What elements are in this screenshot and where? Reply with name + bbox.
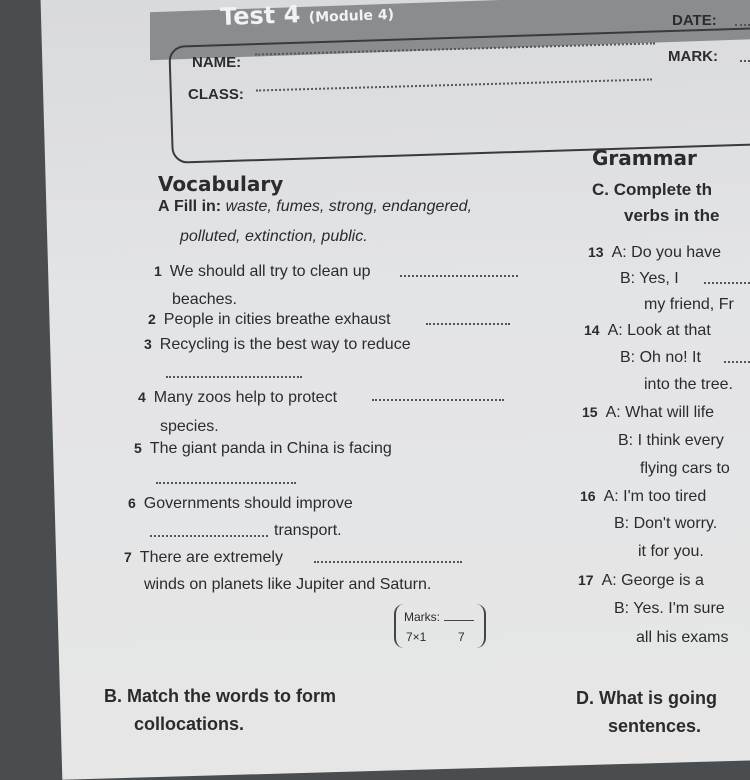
section-c-line2: verbs in the	[624, 206, 720, 225]
item-text: We should all try to clean up	[169, 263, 371, 280]
section-a-words-1: waste, fumes, strong, endangered,	[225, 198, 472, 215]
blank-1[interactable]	[400, 275, 518, 277]
blank-13[interactable]	[704, 282, 750, 284]
item-line-a: A: Do you have	[611, 244, 721, 261]
vocab-item-1-cont: beaches.	[172, 291, 237, 308]
blank-3[interactable]	[166, 376, 302, 378]
vocab-item-1	[154, 263, 371, 281]
item-number: 14	[584, 322, 600, 338]
section-a-words-2: polluted, extinction, public.	[180, 228, 368, 245]
grammar-item-15	[582, 404, 714, 422]
item-number: 17	[578, 572, 594, 588]
grammar-item-16	[580, 488, 706, 506]
blank-6[interactable]	[150, 535, 268, 537]
grammar-heading: Grammar	[592, 146, 697, 170]
grammar-item-16-c: it for you.	[638, 543, 704, 560]
item-line-a: A: I'm too tired	[603, 488, 707, 505]
marks-label: Marks:	[404, 610, 440, 624]
vocab-item-6-cont: transport.	[274, 522, 342, 539]
item-number: 1	[154, 263, 162, 279]
date-label: DATE:	[672, 12, 717, 29]
section-c-line1: Complete th	[613, 180, 712, 199]
grammar-item-17-c: all his exams	[636, 629, 729, 646]
grammar-item-17	[578, 572, 704, 590]
item-number: 15	[582, 404, 598, 420]
vocab-item-7	[124, 549, 283, 567]
section-d-letter: D.	[576, 688, 594, 708]
class-label: CLASS:	[188, 86, 244, 103]
item-text: There are extremely	[139, 549, 283, 566]
section-b-letter: B.	[104, 686, 122, 706]
grammar-item-14-b: B: Oh no! It	[620, 349, 701, 366]
section-c-letter: C.	[592, 180, 609, 199]
item-line-a: A: What will life	[605, 404, 715, 421]
section-a-letter: A	[158, 198, 170, 215]
blank-2[interactable]	[426, 323, 510, 325]
section-d-line1: What is going	[599, 688, 717, 708]
item-number: 7	[124, 549, 132, 565]
vocab-item-4	[138, 389, 337, 407]
grammar-item-15-b: B: I think every	[618, 432, 724, 449]
section-b-heading	[104, 686, 336, 707]
marks-total: 7	[458, 630, 465, 644]
item-number: 3	[144, 336, 152, 352]
grammar-item-17-b: B: Yes. I'm sure	[614, 600, 725, 617]
grammar-item-15-c: flying cars to	[640, 460, 730, 477]
mark-label: MARK:	[668, 48, 718, 65]
grammar-item-13-c: my friend, Fr	[644, 296, 734, 313]
vocab-item-4-cont: species.	[160, 418, 219, 435]
vocab-item-5	[134, 440, 392, 458]
grammar-item-16-b: B: Don't worry.	[614, 515, 718, 532]
name-label: NAME:	[192, 54, 242, 71]
item-text: Recycling is the best way to reduce	[159, 336, 411, 353]
item-number: 4	[138, 389, 146, 405]
item-number: 13	[588, 244, 604, 260]
item-number: 6	[128, 495, 136, 511]
vocab-item-7-cont: winds on planets like Jupiter and Saturn.	[144, 576, 432, 593]
item-text: Governments should improve	[143, 495, 353, 512]
title-text: Test 4	[219, 0, 301, 32]
vocab-item-2	[148, 311, 391, 329]
blank-7[interactable]	[314, 561, 462, 563]
vocab-item-6	[128, 495, 353, 513]
section-d-heading	[576, 688, 717, 709]
mark-line[interactable]	[740, 60, 750, 62]
marks-formula: 7×1	[406, 630, 427, 644]
section-b-line2: collocations.	[134, 714, 245, 734]
grammar-item-14	[584, 322, 711, 340]
blank-5[interactable]	[156, 482, 296, 484]
marks-box	[394, 604, 486, 648]
grammar-item-13-b: B: Yes, I	[620, 270, 679, 287]
item-number: 2	[148, 311, 156, 327]
blank-14[interactable]	[724, 361, 750, 363]
vocab-item-3	[144, 336, 411, 354]
section-a-fill-in: Fill in:	[174, 198, 222, 215]
item-text: People in cities breathe exhaust	[163, 311, 391, 328]
section-d-line2: sentences.	[608, 716, 702, 736]
marks-rule[interactable]	[444, 620, 474, 621]
section-c-heading	[592, 180, 712, 200]
item-line-a: A: Look at that	[607, 322, 711, 339]
item-text: The giant panda in China is facing	[149, 440, 392, 457]
item-number: 5	[134, 440, 142, 456]
module-text: (Module 4)	[308, 6, 395, 26]
section-a-instruction	[158, 198, 472, 216]
grammar-item-14-c: into the tree.	[644, 376, 733, 393]
item-number: 16	[580, 488, 596, 504]
item-text: Many zoos help to protect	[153, 389, 338, 406]
section-b-line1: Match the words to form	[127, 686, 337, 706]
blank-4[interactable]	[372, 399, 504, 401]
vocabulary-heading: Vocabulary	[158, 172, 284, 196]
date-line[interactable]	[735, 24, 750, 26]
item-line-a: A: George is a	[601, 572, 704, 589]
grammar-item-13	[588, 244, 721, 262]
